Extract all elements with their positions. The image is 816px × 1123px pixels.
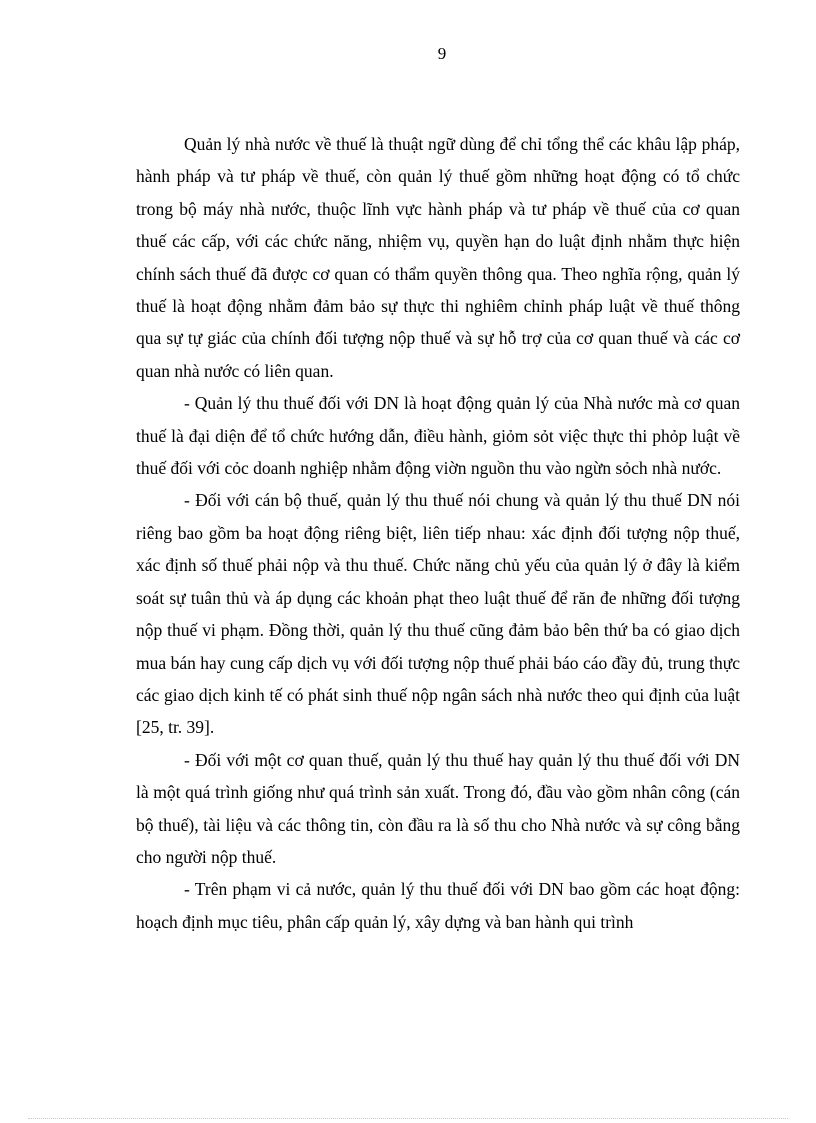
paragraph-nationwide-scope: - Trên phạm vi cả nước, quản lý thu thuế đối với DN bao gồm các hoạt động: hoạch định mục tiêu, phân cấp quản lý, xây dựng và ban hành qui trình [136,879,740,932]
paragraph-enterprise-tax-collection: - Quản lý thu thuế đối với DN là hoạt động quản lý của Nhà nước mà cơ quan thuế là đại diện để tổ chức hướng dẫn, điều hành, giỏm sỏt việc thực thi phỏp luật về thuế đối với cỏc doanh nghiệp nhằm động viờn nguồn thu vào ngừn sỏch nhà nước. [136,393,740,479]
page-number: 9 [437,44,447,63]
paragraph-tax-officer-perspective: - Đối với cán bộ thuế, quản lý thu thuế nói chung và quản lý thu thuế DN nói riêng bao gồm ba hoạt động riêng biệt, liên tiếp nhau: xác định đối tượng nộp thuế, xác định số thuế phải nộp và thu thuế. Chức năng chủ yếu của quản lý ở đây là kiểm soát sự tuân thủ và áp dụng các khoản phạt theo luật thuế để răn đe những đối tượng nộp thuế vi phạm. Đồng thời, quản lý thu thuế cũng đảm bảo bên thứ ba có giao dịch mua bán hay cung cấp dịch vụ với đối tượng nộp thuế phải báo cáo đầy đủ, trung thực các giao dịch kinh tế có phát sinh thuế nộp ngân sách nhà nước theo qui định của luật [25, tr. 39]. [136,490,740,738]
document-body [136,128,740,938]
footer-divider [28,1118,788,1119]
paragraph-tax-management-definition: Quản lý nhà nước về thuế là thuật ngữ dùng để chỉ tổng thể các khâu lập pháp, hành pháp và tư pháp về thuế, còn quản lý thuế gồm những hoạt động có tổ chức trong bộ máy nhà nước, thuộc lĩnh vực hành pháp và tư pháp về thuế của cơ quan thuế các cấp, với các chức năng, nhiệm vụ, quyền hạn do luật định nhằm thực hiện chính sách thuế đã được cơ quan có thẩm quyền thông qua. Theo nghĩa rộng, quản lý thuế là hoạt động nhằm đảm bảo sự thực thi nghiêm chỉnh pháp luật về thuế thông qua sự tự giác của chính đối tượng nộp thuế và sự hỗ trợ của cơ quan thuế và các cơ quan nhà nước có liên quan. [136,134,740,381]
paragraph-tax-agency-perspective: - Đối với một cơ quan thuế, quản lý thu thuế hay quản lý thu thuế đối với DN là một quá trình giống như quá trình sản xuất. Trong đó, đầu vào gồm nhân công (cán bộ thuế), tài liệu và các thông tin, còn đầu ra là số thu cho Nhà nước và sự công bằng cho người nộp thuế. [136,749,740,867]
